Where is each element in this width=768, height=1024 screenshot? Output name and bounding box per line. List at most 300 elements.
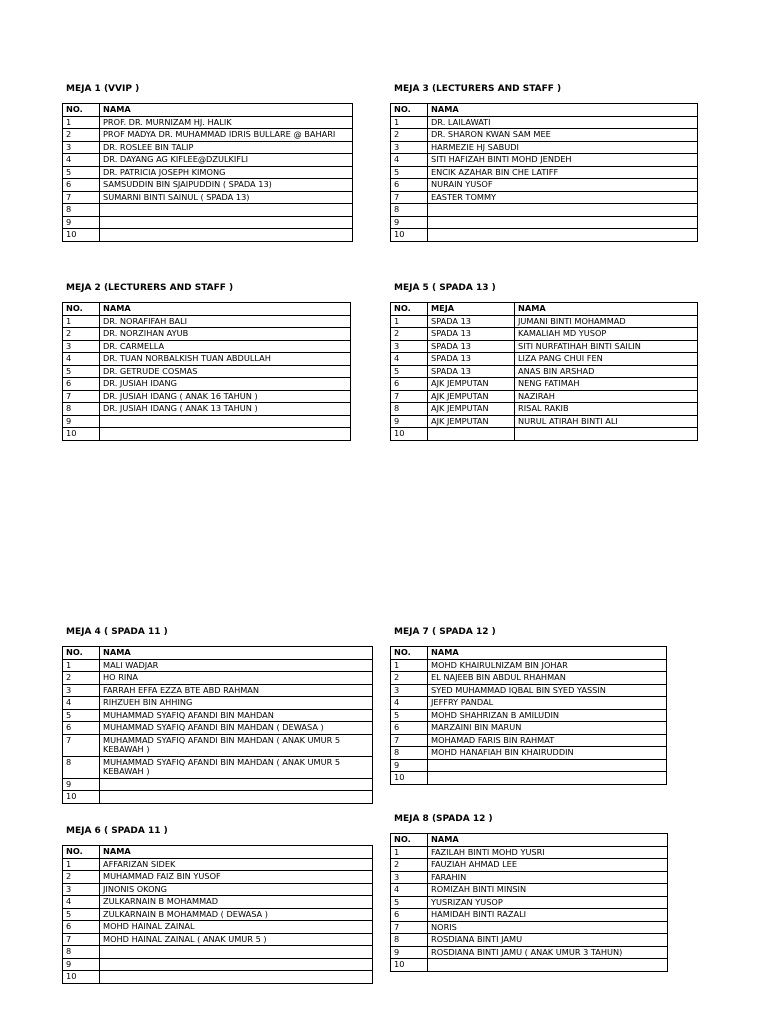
column-header-no: NO. (63, 647, 100, 660)
name-cell: DR. PATRICIA JOSEPH KIMONG (100, 166, 353, 179)
name-cell (100, 415, 351, 428)
name-cell: LIZA PANG CHUI FEN (515, 353, 698, 366)
name-cell (100, 958, 373, 971)
row-number: 10 (391, 959, 428, 972)
meja3-title: MEJA 3 (LECTURERS AND STAFF ) (394, 84, 562, 94)
table-row (391, 772, 667, 785)
row-number: 10 (391, 772, 428, 785)
name-cell (428, 216, 698, 229)
row-number: 5 (391, 709, 428, 722)
row-number: 6 (391, 722, 428, 735)
row-number: 5 (63, 166, 100, 179)
name-cell (428, 204, 698, 217)
name-cell: MOHAMAD FARIS BIN RAHMAT (428, 734, 667, 747)
table-row (391, 353, 698, 366)
name-cell: MOHD HANAFIAH BIN KHAIRUDDIN (428, 747, 667, 760)
table-row (63, 129, 353, 142)
table-body (391, 116, 698, 241)
meja5-block (390, 282, 698, 441)
row-number: 9 (391, 216, 428, 229)
table-row (63, 883, 373, 896)
table-row (391, 659, 667, 672)
row-number: 7 (63, 390, 100, 403)
column-header-no: NO. (391, 104, 428, 117)
row-number: 9 (391, 759, 428, 772)
name-cell: DR. TUAN NORBALKISH TUAN ABDULLAH (100, 353, 351, 366)
row-number: 1 (391, 116, 428, 129)
name-cell: FARRAH EFFA EZZA BTE ABD RAHMAN (100, 684, 373, 697)
row-number: 5 (391, 896, 428, 909)
name-cell: JUMANI BINTI MOHAMMAD (515, 315, 698, 328)
name-cell: MOHD SHAHRIZAN B AMILUDIN (428, 709, 667, 722)
table-body (63, 659, 373, 803)
name-cell: DR. CARMELLA (100, 340, 351, 353)
column-header-nama: NAMA (100, 104, 353, 117)
table-row (391, 415, 698, 428)
meja-cell: SPADA 13 (428, 315, 515, 328)
meja-cell: AJK JEMPUTAN (428, 390, 515, 403)
row-number: 5 (391, 365, 428, 378)
row-number: 8 (63, 403, 100, 416)
table-body (391, 846, 668, 971)
table-row (63, 403, 351, 416)
row-number: 4 (63, 697, 100, 710)
row-number: 10 (63, 229, 100, 242)
name-cell: MUHAMMAD FAIZ BIN YUSOF (100, 871, 373, 884)
table-header (391, 647, 667, 660)
name-cell: DR. LAILAWATI (428, 116, 698, 129)
table-row (63, 378, 351, 391)
meja7-table (390, 646, 667, 785)
row-number: 2 (63, 328, 100, 341)
name-cell: KAMALIAH MD YUSOP (515, 328, 698, 341)
table-row (63, 229, 353, 242)
name-cell: ZULKARNAIN B MOHAMMAD (100, 896, 373, 909)
row-number: 3 (63, 883, 100, 896)
header-row (391, 647, 667, 660)
meja7-title: MEJA 7 ( SPADA 12 ) (394, 627, 496, 637)
row-number: 8 (63, 946, 100, 959)
meja8-block (390, 813, 668, 972)
meja-cell: AJK JEMPUTAN (428, 403, 515, 416)
table-row (391, 921, 668, 934)
name-cell: DR. DAYANG AG KIFLEE@DZULKIFLI (100, 154, 353, 167)
table-row (391, 896, 668, 909)
name-cell: SITI NURFATIHAH BINTI SAILIN (515, 340, 698, 353)
column-header-meja: MEJA (428, 303, 515, 316)
table-header (391, 834, 668, 847)
column-header-no: NO. (391, 834, 428, 847)
row-number: 1 (391, 315, 428, 328)
row-number: 2 (63, 871, 100, 884)
row-number: 2 (391, 328, 428, 341)
table-row (391, 747, 667, 760)
name-cell: NAZIRAH (515, 390, 698, 403)
name-cell (100, 229, 353, 242)
column-header-nama: NAMA (100, 647, 373, 660)
meja6-block (62, 825, 373, 984)
name-cell: NURUL ATIRAH BINTI ALI (515, 415, 698, 428)
table-row (391, 884, 668, 897)
name-cell: DR. NORZIHAN AYUB (100, 328, 351, 341)
table-row (63, 191, 353, 204)
name-cell: PROF. DR. MURNIZAM HJ. HALIK (100, 116, 353, 129)
table-row (63, 340, 351, 353)
name-cell: DR. ROSLEE BIN TALIP (100, 141, 353, 154)
table-row (63, 415, 351, 428)
meja8-table (390, 833, 668, 972)
row-number: 9 (63, 958, 100, 971)
row-number: 8 (63, 756, 100, 778)
name-cell (100, 791, 373, 804)
table-row (391, 229, 698, 242)
table-row (391, 179, 698, 192)
row-number: 4 (391, 353, 428, 366)
row-number: 5 (391, 166, 428, 179)
table-body (391, 659, 667, 784)
row-number: 5 (63, 709, 100, 722)
row-number: 2 (63, 129, 100, 142)
row-number: 4 (391, 154, 428, 167)
table-row (391, 315, 698, 328)
column-header-nama: NAMA (100, 303, 351, 316)
name-cell: ANAS BIN ARSHAD (515, 365, 698, 378)
meja4-title: MEJA 4 ( SPADA 11 ) (66, 627, 168, 637)
name-cell: DR. GETRUDE COSMAS (100, 365, 351, 378)
row-number: 7 (63, 734, 100, 756)
table-row (391, 340, 698, 353)
row-number: 4 (63, 154, 100, 167)
row-number: 4 (63, 896, 100, 909)
meja5-table (390, 302, 698, 441)
table-body (63, 858, 373, 983)
name-cell: ROSDIANA BINTI JAMU (428, 934, 668, 947)
table-row (63, 778, 373, 791)
table-row (63, 328, 351, 341)
table-row (63, 428, 351, 441)
table-row (63, 971, 373, 984)
name-cell: NENG FATIMAH (515, 378, 698, 391)
name-cell (100, 204, 353, 217)
row-number: 6 (391, 378, 428, 391)
row-number: 9 (63, 216, 100, 229)
name-cell: EASTER TOMMY (428, 191, 698, 204)
table-header (63, 303, 351, 316)
row-number: 7 (391, 390, 428, 403)
row-number: 1 (63, 858, 100, 871)
table-header (391, 303, 698, 316)
name-cell: MUHAMMAD SYAFIQ AFANDI BIN MAHDAN ( ANAK UMUR 5 KEBAWAH ) (100, 734, 373, 756)
header-row (391, 104, 698, 117)
name-cell: NORIS (428, 921, 668, 934)
name-cell: YUSRIZAN YUSOP (428, 896, 668, 909)
meja2-table (62, 302, 351, 441)
name-cell: MUHAMMAD SYAFIQ AFANDI BIN MAHDAN ( ANAK UMUR 5 KEBAWAH ) (100, 756, 373, 778)
table-row (63, 659, 373, 672)
table-row (391, 204, 698, 217)
table-row (391, 759, 667, 772)
name-cell (515, 428, 698, 441)
table-row (391, 846, 668, 859)
row-number: 10 (63, 791, 100, 804)
meja-cell: SPADA 13 (428, 340, 515, 353)
name-cell: FAZILAH BINTI MOHD YUSRI (428, 846, 668, 859)
table-row (391, 141, 698, 154)
row-number: 6 (63, 378, 100, 391)
name-cell: SUMARNI BINTI SAINUL ( SPADA 13) (100, 191, 353, 204)
name-cell: MOHD HAINAL ZAINAL (100, 921, 373, 934)
row-number: 2 (391, 859, 428, 872)
table-row (63, 933, 373, 946)
row-number: 7 (391, 734, 428, 747)
row-number: 3 (63, 340, 100, 353)
meja3-table (390, 103, 698, 242)
meja1-block (62, 83, 353, 242)
row-number: 4 (391, 697, 428, 710)
table-row (391, 697, 667, 710)
column-header-nama: NAMA (515, 303, 698, 316)
table-row (63, 116, 353, 129)
meja3-block (390, 83, 698, 242)
name-cell: MOHD HAINAL ZAINAL ( ANAK UMUR 5 ) (100, 933, 373, 946)
row-number: 10 (391, 428, 428, 441)
row-number: 6 (63, 921, 100, 934)
row-number: 3 (63, 141, 100, 154)
name-cell: ROSDIANA BINTI JAMU ( ANAK UMUR 3 TAHUN) (428, 946, 668, 959)
table-row (63, 734, 373, 756)
row-number: 8 (391, 403, 428, 416)
table-row (63, 166, 353, 179)
table-row (391, 166, 698, 179)
name-cell: MARZAINI BIN MARUN (428, 722, 667, 735)
row-number: 1 (391, 659, 428, 672)
table-row (391, 909, 668, 922)
name-cell: PROF MADYA DR. MUHAMMAD IDRIS BULLARE @ BAHARI (100, 129, 353, 142)
name-cell (428, 772, 667, 785)
table-row (63, 858, 373, 871)
table-header (391, 104, 698, 117)
table-row (63, 154, 353, 167)
row-number: 2 (63, 672, 100, 685)
table-body (391, 315, 698, 440)
column-header-nama: NAMA (428, 647, 667, 660)
row-number: 4 (63, 353, 100, 366)
column-header-no: NO. (63, 303, 100, 316)
table-row (391, 129, 698, 142)
name-cell: MALI WADJAR (100, 659, 373, 672)
row-number: 5 (63, 908, 100, 921)
table-row (63, 709, 373, 722)
meja8-title: MEJA 8 (SPADA 12 ) (394, 814, 493, 824)
table-row (63, 179, 353, 192)
row-number: 1 (63, 116, 100, 129)
name-cell: DR. SHARON KWAN SAM MEE (428, 129, 698, 142)
row-number: 8 (391, 204, 428, 217)
table-row (391, 871, 668, 884)
column-header-no: NO. (63, 846, 100, 859)
table-row (63, 204, 353, 217)
table-row (391, 428, 698, 441)
column-header-nama: NAMA (100, 846, 373, 859)
row-number: 4 (391, 884, 428, 897)
table-row (391, 365, 698, 378)
table-row (391, 859, 668, 872)
row-number: 7 (63, 933, 100, 946)
table-row (63, 684, 373, 697)
table-row (391, 934, 668, 947)
table-row (391, 709, 667, 722)
row-number: 2 (391, 672, 428, 685)
table-row (391, 684, 667, 697)
name-cell: JEFFRY PANDAL (428, 697, 667, 710)
table-row (391, 959, 668, 972)
name-cell: DR. JUSIAH IDANG (100, 378, 351, 391)
table-row (63, 315, 351, 328)
name-cell: FARAHIN (428, 871, 668, 884)
table-row (63, 672, 373, 685)
row-number: 6 (63, 179, 100, 192)
table-row (63, 141, 353, 154)
table-body (63, 315, 351, 440)
name-cell: HAMIDAH BINTI RAZALI (428, 909, 668, 922)
meja-cell: SPADA 13 (428, 328, 515, 341)
header-row (63, 846, 373, 859)
row-number: 5 (63, 365, 100, 378)
table-row (63, 390, 351, 403)
table-row (63, 871, 373, 884)
table-row (391, 378, 698, 391)
table-row (391, 216, 698, 229)
name-cell: NURAIN YUSOF (428, 179, 698, 192)
table-row (63, 921, 373, 934)
meja-cell: SPADA 13 (428, 353, 515, 366)
name-cell: RISAL RAKIB (515, 403, 698, 416)
row-number: 8 (391, 934, 428, 947)
meja5-title: MEJA 5 ( SPADA 13 ) (394, 283, 496, 293)
table-row (391, 734, 667, 747)
table-header (63, 104, 353, 117)
row-number: 10 (63, 971, 100, 984)
row-number: 3 (391, 871, 428, 884)
table-row (63, 353, 351, 366)
table-row (391, 403, 698, 416)
row-number: 3 (391, 141, 428, 154)
column-header-nama: NAMA (428, 834, 668, 847)
meja2-block (62, 282, 351, 441)
table-body (63, 116, 353, 241)
table-row (63, 908, 373, 921)
table-row (63, 791, 373, 804)
name-cell: JINONIS OKONG (100, 883, 373, 896)
name-cell (100, 428, 351, 441)
row-number: 7 (63, 191, 100, 204)
table-row (63, 697, 373, 710)
name-cell (100, 971, 373, 984)
name-cell: ZULKARNAIN B MOHAMMAD ( DEWASA ) (100, 908, 373, 921)
name-cell: RIHZUEH BIN AHHING (100, 697, 373, 710)
table-row (391, 390, 698, 403)
row-number: 9 (391, 946, 428, 959)
name-cell: AFFARIZAN SIDEK (100, 858, 373, 871)
meja-cell: AJK JEMPUTAN (428, 415, 515, 428)
row-number: 6 (391, 179, 428, 192)
row-number: 1 (63, 315, 100, 328)
meja-cell: AJK JEMPUTAN (428, 378, 515, 391)
meja1-table (62, 103, 353, 242)
table-row (391, 191, 698, 204)
table-header (63, 647, 373, 660)
row-number: 3 (391, 684, 428, 697)
meja4-table (62, 646, 373, 804)
name-cell (100, 216, 353, 229)
row-number: 10 (63, 428, 100, 441)
meja-cell (428, 428, 515, 441)
row-number: 3 (391, 340, 428, 353)
row-number: 8 (391, 747, 428, 760)
row-number: 9 (63, 778, 100, 791)
meja6-title: MEJA 6 ( SPADA 11 ) (66, 826, 168, 836)
name-cell: EL NAJEEB BIN ABDUL RHAHMAN (428, 672, 667, 685)
name-cell (428, 759, 667, 772)
meja-cell: SPADA 13 (428, 365, 515, 378)
meja6-table (62, 845, 373, 984)
table-header (63, 846, 373, 859)
name-cell: MUHAMMAD SYAFIQ AFANDI BIN MAHDAN (100, 709, 373, 722)
row-number: 2 (391, 129, 428, 142)
column-header-nama: NAMA (428, 104, 698, 117)
row-number: 6 (391, 909, 428, 922)
name-cell: FAUZIAH AHMAD LEE (428, 859, 668, 872)
name-cell: HO RINA (100, 672, 373, 685)
meja2-title: MEJA 2 (LECTURERS AND STAFF ) (66, 283, 234, 293)
name-cell: DR. JUSIAH IDANG ( ANAK 16 TAHUN ) (100, 390, 351, 403)
table-row (63, 756, 373, 778)
name-cell: MOHD KHAIRULNIZAM BIN JOHAR (428, 659, 667, 672)
name-cell: MUHAMMAD SYAFIQ AFANDI BIN MAHDAN ( DEWASA ) (100, 722, 373, 735)
meja7-block (390, 626, 667, 785)
header-row (391, 303, 698, 316)
header-row (63, 647, 373, 660)
row-number: 6 (63, 722, 100, 735)
name-cell: ROMIZAH BINTI MINSIN (428, 884, 668, 897)
meja1-title: MEJA 1 (VVIP ) (66, 84, 140, 94)
name-cell (428, 959, 668, 972)
header-row (63, 303, 351, 316)
name-cell (100, 778, 373, 791)
name-cell: SYED MUHAMMAD IQBAL BIN SYED YASSIN (428, 684, 667, 697)
column-header-no: NO. (63, 104, 100, 117)
name-cell: SITI HAFIZAH BINTI MOHD JENDEH (428, 154, 698, 167)
row-number: 1 (63, 659, 100, 672)
table-row (391, 154, 698, 167)
row-number: 9 (391, 415, 428, 428)
row-number: 3 (63, 684, 100, 697)
row-number: 10 (391, 229, 428, 242)
column-header-no: NO. (391, 303, 428, 316)
header-row (63, 104, 353, 117)
name-cell (100, 946, 373, 959)
row-number: 8 (63, 204, 100, 217)
column-header-no: NO. (391, 647, 428, 660)
table-row (391, 946, 668, 959)
table-row (63, 216, 353, 229)
header-row (391, 834, 668, 847)
row-number: 7 (391, 921, 428, 934)
name-cell: HARMEZIE HJ SABUDI (428, 141, 698, 154)
table-row (391, 672, 667, 685)
table-row (63, 946, 373, 959)
table-row (391, 328, 698, 341)
